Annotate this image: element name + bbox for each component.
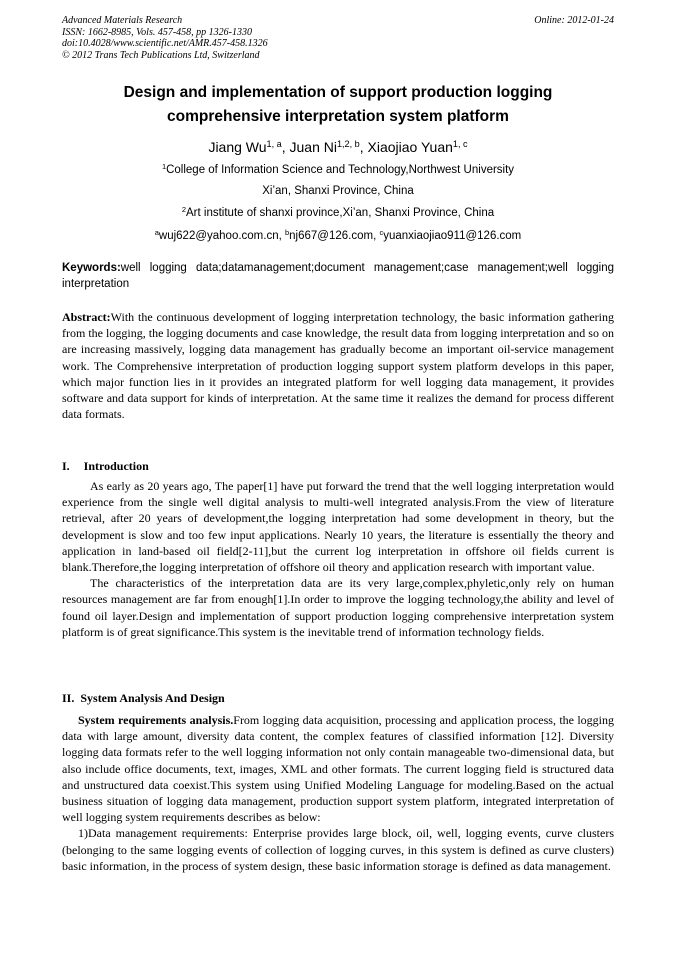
author-separator: , (359, 139, 368, 155)
section-title: System Analysis And Design (80, 691, 225, 705)
abstract-text: With the continuous development of logging interpretation technology, the basic information gathering from the logging, the logging documents and case knowledge, the result data from logging interpretation and so on are increasing massively, logging data management has gradually become an important oil-service management work. The Comprehensive interpretation of production logging support system platform develops in this paper, which major function lies in it provides an integrated platform for well logging data management, it provides software and data support for kinds of interpretation. At the same time it realizes the demand for process different data formats. (62, 310, 614, 422)
paragraph-lead: System requirements analysis. (78, 713, 234, 727)
paragraph: 1)Data management requirements: Enterprise provides large block, oil, well, logging events, curve clusters (belonging to the same logging events of collection of logging curves, in this system is defined as curve clusters) basic information, in the process of system design, these basic information storage is defined as data management. (62, 826, 614, 873)
abstract-label: Abstract: (62, 310, 111, 324)
keywords-block (62, 260, 614, 292)
abstract-block (62, 309, 614, 422)
section-number: I. (62, 459, 70, 473)
section-heading-introduction (62, 458, 149, 474)
keywords-label: Keywords: (62, 262, 121, 274)
introduction-body (62, 478, 614, 640)
keywords-text: well logging data;datamanagement;document management;case management;well logging interpretation (62, 262, 614, 290)
author-name: Juan Ni (289, 139, 337, 155)
title-line-2: comprehensive interpretation system platform (167, 108, 509, 125)
journal-name: Advanced Materials Research (62, 15, 183, 26)
email-list (62, 228, 614, 244)
affiliation-text: Art institute of shanxi province,Xi’an, Shanxi Province, China (186, 207, 495, 219)
author-affiliation-mark: 1,2, b (336, 139, 360, 149)
journal-header (62, 15, 268, 61)
paper-title (62, 81, 614, 129)
author-affiliation-mark: 1, a (266, 139, 282, 149)
section-heading-system-analysis (62, 690, 225, 706)
doi-line: doi:10.4028/www.scientific.net/AMR.457-458.1326 (62, 38, 268, 49)
title-line-1: Design and implementation of support production logging (123, 84, 553, 101)
email-link[interactable]: yuanxiaojiao911@126.com (383, 230, 522, 242)
affiliation-2 (62, 205, 614, 221)
affiliation-mark: 1 (161, 161, 167, 171)
email-mark: a (154, 227, 159, 237)
paragraph: As early as 20 years ago, The paper[1] have put forward the trend that the well logging interpretation would experience from the single well digital analysis to multi-well integrated analysis.From the view of literature retrieval, after 20 years of development,the logging interpretation had some development in theory, but the development is slow and too few input applications. Nearly 10 years, the literature is essentially the theory and application in land-based oil field[2-11],but the current log interpretation in offshore oil fields current is blank.Therefore,the logging interpretation of offshore oil theory and application research with important value. (62, 479, 614, 575)
email-mark: c (379, 227, 384, 237)
paragraph-text: From logging data acquisition, processing and application process, the logging data with large amount, diversity data content, the complex features of classified information [12]. Diversity logging data formats refer to the well logging information not only contain manageable two-dimensional data, but also include office documents, text, images, XML and other formats. The current logging field is structured data and unstructured data coexist.This system using Unified Modeling Language for modeling.Based on the actual business situation of logging data management, production support system platform, integrated interpretation of well logging system requirements describes as below: (62, 713, 614, 825)
issn-line: ISSN: 1662-8985, Vols. 457-458, pp 1326-1330 (62, 26, 252, 38)
section-number: II. (62, 691, 75, 705)
email-link[interactable]: nj667@126.com, (289, 230, 380, 242)
paragraph: The characteristics of the interpretation data are its very large,complex,phyletic,only rely on human resources management are far from enough[1].In order to improve the logging technology,the ability and level of found oil layer.Design and implementation of support production logging comprehensive interpretation system platform is of great significance.This system is the inevitable trend of information technology fields. (62, 576, 614, 639)
author-separator: , (281, 139, 290, 155)
author-list (62, 136, 614, 158)
affiliation-1 (62, 162, 614, 199)
author-name: Jiang Wu (208, 139, 267, 155)
online-date: Online: 2012-01-24 (534, 15, 614, 26)
email-link[interactable]: wuj622@yahoo.com.cn, (158, 230, 285, 242)
paragraph (62, 712, 614, 825)
section-title: Introduction (83, 459, 149, 473)
affiliation-text-line2: Xi’an, Shanxi Province, China (262, 185, 414, 197)
affiliation-text: College of Information Science and Technology,Northwest University (166, 164, 515, 176)
affiliation-mark: 2 (181, 204, 187, 214)
copyright-line: © 2012 Trans Tech Publications Ltd, Switzerland (62, 49, 260, 61)
email-mark: b (285, 227, 290, 237)
system-analysis-body (62, 712, 614, 874)
author-affiliation-mark: 1, c (452, 139, 468, 149)
author-name: Xiaojiao Yuan (367, 139, 453, 155)
